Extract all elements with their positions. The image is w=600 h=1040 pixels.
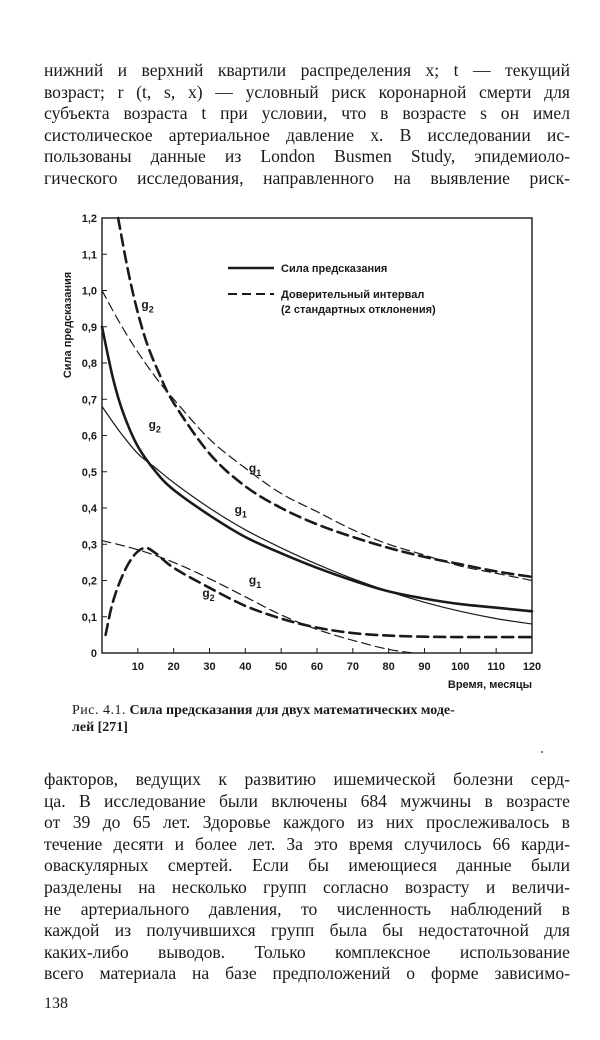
y-tick-label: 0,2	[81, 575, 97, 588]
y-tick-label: 0,5	[81, 466, 97, 479]
y-tick-label: 0,1	[81, 611, 97, 624]
legend-dashed-label: Доверительный интервал	[281, 289, 425, 301]
curve-label: $g_2$	[141, 297, 154, 315]
text-line: каждой из получившихся групп была бы недостаточной для	[44, 920, 570, 941]
x-tick-label: 110	[487, 661, 506, 673]
text-line: систолическое артериальное давление x. В исследовании ис-	[44, 124, 570, 145]
plot-area-border	[102, 218, 532, 653]
axis-ticks	[82, 213, 541, 673]
y-tick-label: 0,4	[81, 503, 97, 515]
y-tick-label: 0	[90, 648, 97, 660]
x-tick-label: 90	[418, 661, 431, 673]
y-tick-label: 1,1	[81, 249, 97, 262]
legend	[228, 263, 436, 316]
legend-solid-label: Сила предсказания	[281, 263, 388, 275]
text-line: разделены на несколько групп согласно возрасту и величи-	[44, 876, 570, 897]
x-tick-label: 70	[346, 661, 359, 673]
series-line-g2-estimate	[102, 327, 532, 612]
x-tick-label: 100	[451, 661, 470, 673]
text-line: возраст; r (t, s, x) — условный риск коронарной смерти для	[44, 81, 570, 102]
text-line: каких-либо выводов. Только комплексное использование	[44, 941, 570, 962]
x-tick-label: 30	[203, 661, 216, 673]
print-speck	[541, 751, 543, 753]
text-line: от 39 до 65 лет. Здоровье каждого из них прослеживалось в	[44, 812, 570, 833]
series-line-g1-upper-bound	[102, 291, 532, 581]
curve-label: $g_1$	[234, 502, 247, 520]
y-tick-label: 0,9	[81, 321, 97, 334]
y-tick-label: 0,3	[81, 539, 97, 552]
legend-dashed-sublabel: (2 стандартных отклонения)	[281, 304, 436, 316]
text-line: оваскулярных смертей. Если бы имеющиеся данные были	[44, 855, 570, 876]
text-line: ца. В исследование были включены 684 мужчины в возрасте	[44, 790, 570, 811]
y-tick-label: 1,2	[81, 213, 97, 225]
figure-number: Рис. 4.1.	[72, 703, 126, 718]
curve-label: $g_1$	[248, 460, 262, 478]
prediction-strength-chart	[0, 205, 600, 695]
caption-text-line: лей [271]	[72, 720, 128, 735]
series-line-g1-estimate	[102, 407, 532, 625]
x-tick-label: 10	[131, 661, 144, 673]
figure-caption	[72, 702, 542, 736]
series-line-g1-lower-bound	[102, 541, 414, 653]
curve-label: $g_1$	[248, 573, 262, 591]
text-line: течение десяти и более лет. За это время случилось 66 карди-	[44, 833, 570, 854]
x-tick-label: 80	[382, 661, 395, 673]
curve-label: $g_2$	[148, 417, 161, 435]
y-tick-label: 0,8	[81, 358, 97, 370]
y-tick-label: 0,6	[81, 430, 97, 443]
body-text-bottom	[44, 769, 570, 985]
y-tick-label: 0,7	[81, 394, 97, 407]
curve-label: $g_2$	[202, 585, 215, 603]
caption-text-line: Сила предсказания для двух математических моде-	[129, 703, 455, 718]
text-line: всего материала на базе предположений о форме зависимо-	[44, 963, 570, 984]
body-text-top	[44, 60, 570, 190]
text-line: субъекта возраста t при условии, что в возрасте s он имел	[44, 103, 570, 124]
page-number: 138	[44, 995, 68, 1012]
x-tick-label: 120	[522, 661, 542, 673]
text-line: факторов, ведущих к развитию ишемической болезни серд-	[44, 769, 570, 789]
data-series	[102, 218, 532, 653]
y-tick-label: 1,0	[81, 285, 97, 298]
x-tick-label: 60	[310, 661, 324, 673]
text-line: гического исследования, направленного на выявление риск-	[44, 167, 570, 188]
x-tick-label: 50	[275, 661, 288, 673]
text-line: пользованы данные из London Busmen Study, эпидемиоло-	[44, 146, 570, 167]
text-line: нижний и верхний квартили распределения x; t — текущий	[44, 60, 570, 80]
text-line: не артериального давления, то численность наблюдений в	[44, 898, 570, 919]
x-tick-label: 40	[239, 661, 252, 673]
y-axis-label: Сила предсказания	[62, 271, 74, 379]
plot-frame	[102, 218, 532, 653]
x-axis-label: Время, месяцы	[447, 679, 532, 691]
x-tick-label: 20	[167, 661, 180, 673]
